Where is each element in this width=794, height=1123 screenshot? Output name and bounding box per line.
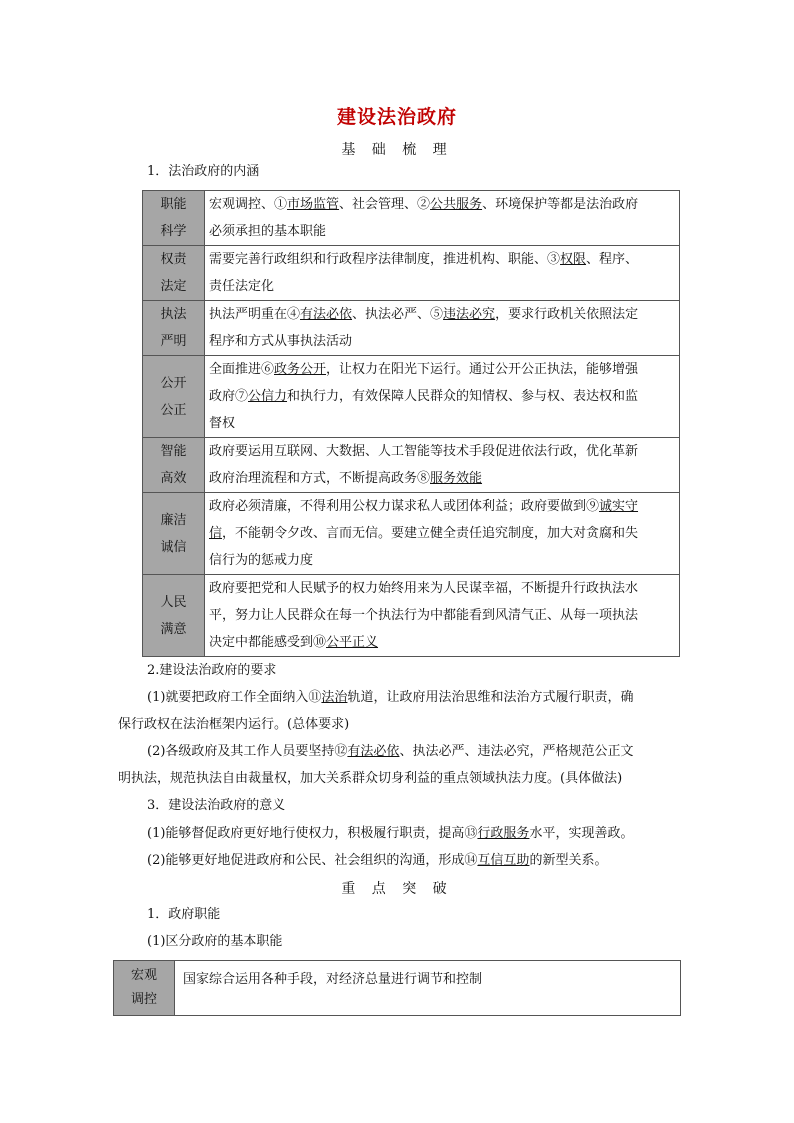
text-run: 执法严明重在④ <box>209 307 301 322</box>
text-run: 轨道，让政府用法治思维和法治方式履行职责，确 <box>347 690 634 705</box>
row-label <box>143 246 205 301</box>
row-label-line2: 严明 <box>160 334 187 349</box>
text-run: 政府⑦ <box>209 389 249 404</box>
answer-blank: 违法必究 <box>443 307 496 322</box>
section3-line <box>147 851 607 871</box>
key-item1-1: (1)区分政府的基本职能 <box>147 934 283 949</box>
text-run: 政府要把党和人民赋予的权力始终用来为人民谋幸福，不断提升行政执法水 <box>209 581 639 596</box>
section2-line <box>118 715 349 735</box>
row-content <box>205 246 680 301</box>
text-run: 明执法，规范执法自由裁量权，加大关系群众切身利益的重点领域执法力度。(具体做法) <box>118 771 623 786</box>
text-run: 程序和方式从事执法活动 <box>209 334 353 349</box>
text-run: 、环境保护等都是法治政府 <box>482 197 639 212</box>
answer-blank: 法治 <box>321 690 348 705</box>
row-label-line1: 权责 <box>160 252 187 267</box>
row-label <box>143 438 205 493</box>
text-run: (2)各级政府及其工作人员要坚持⑫ <box>147 744 348 759</box>
text-run: 的新型关系。 <box>529 853 608 868</box>
row-label-line2: 满意 <box>160 621 187 637</box>
basic-functions-table <box>113 960 681 1016</box>
table-row <box>114 961 681 1016</box>
text-run: ，要求行政机关依照法定 <box>495 307 639 322</box>
text-run: (1)就要把政府工作全面纳入⑪ <box>147 690 322 705</box>
row-label-line2: 诚信 <box>160 539 187 555</box>
table-row <box>143 191 680 246</box>
row-content <box>205 438 680 493</box>
row-label <box>143 493 205 575</box>
text-run: 政府要运用互联网、大数据、人工智能等技术手段促进依法行政，优化革新 <box>209 444 639 459</box>
table-row <box>143 438 680 493</box>
text-run: 水平，实现善政。 <box>529 826 634 841</box>
row-label-line2: 公正 <box>160 402 187 418</box>
key-item1: 1．政府职能 <box>147 907 221 922</box>
answer-blank: 公平正义 <box>326 635 379 650</box>
text-run: ，不能朝令夕改、言而无信。要建立健全责任追究制度，加大对贪腐和失 <box>222 526 639 541</box>
answer-blank: 政务公开 <box>274 362 327 377</box>
text-run: 全面推进⑥ <box>209 362 275 377</box>
text-run: 决定中都能感受到⑩ <box>209 635 327 650</box>
row-label-line2: 法定 <box>160 279 187 294</box>
row-content <box>205 191 680 246</box>
row-content: 国家综合运用各种手段，对经济总量进行调节和控制 <box>175 961 681 1016</box>
answer-blank: 信 <box>209 526 223 541</box>
text-run: 、程序、 <box>586 252 639 267</box>
section2-line <box>147 688 633 708</box>
text-run: 保行政权在法治框架内运行。(总体要求) <box>118 717 350 732</box>
text-run: (2)能够更好地促进政府和公民、社会组织的沟通，形成⑭ <box>147 853 478 868</box>
row-label-line2: 科学 <box>160 224 187 239</box>
section2-line <box>118 769 622 789</box>
answer-blank: 有法必依 <box>347 744 400 759</box>
row-label <box>143 575 205 657</box>
row-label <box>143 356 205 438</box>
heading-key-points: 重 点 突 破 <box>341 881 453 897</box>
section2-title: 2.建设法治政府的要求 <box>147 663 277 678</box>
text-run: 必须承担的基本职能 <box>209 224 327 239</box>
row-content <box>205 301 680 356</box>
text-run: 信行为的惩戒力度 <box>209 553 314 568</box>
answer-blank: 诚实守 <box>599 499 639 514</box>
row-content <box>205 356 680 438</box>
section2-line <box>147 742 633 762</box>
text-run: 和执行力，有效保障人民群众的知情权、参与权、表达权和监 <box>287 389 639 404</box>
answer-blank: 行政服务 <box>477 826 530 841</box>
table-row <box>143 301 680 356</box>
row-label <box>143 191 205 246</box>
row-label-line1: 宏观 <box>130 968 157 983</box>
answer-blank: 市场监管 <box>287 197 340 212</box>
text-run: 督权 <box>209 416 236 431</box>
row-label <box>114 961 175 1016</box>
text-run: 责任法定化 <box>209 279 275 294</box>
table-row <box>143 575 680 657</box>
row-label-line1: 人民 <box>160 594 187 610</box>
text-run: 、执法必严、⑤ <box>352 307 444 322</box>
table-row <box>143 246 680 301</box>
text-run: 需要完善行政组织和行政程序法律制度，推进机构、职能、③ <box>209 252 561 267</box>
row-label-line1: 公开 <box>160 375 187 391</box>
row-label-line2: 调控 <box>130 992 157 1007</box>
text-run: 、执法必严、违法必究，严格规范公正文 <box>399 744 634 759</box>
section3-line <box>147 824 633 844</box>
connotation-table <box>142 190 680 657</box>
row-label-line2: 高效 <box>160 471 187 486</box>
row-content <box>205 575 680 657</box>
answer-blank: 互信互助 <box>477 853 530 868</box>
document-title: 建设法治政府 <box>336 106 457 128</box>
answer-blank: 公信力 <box>248 389 288 404</box>
answer-blank: 有法必依 <box>300 307 353 322</box>
section1-title: 1．法治政府的内涵 <box>147 164 260 179</box>
row-label <box>143 301 205 356</box>
row-label-line1: 廉洁 <box>160 512 187 528</box>
text-run: 政府必须清廉，不得利用公权力谋求私人或团体利益；政府要做到⑨ <box>209 499 600 514</box>
row-label-line1: 职能 <box>160 197 187 212</box>
text-run: 平，努力让人民群众在每一个执法行为中都能看到风清气正、从每一项执法 <box>209 608 639 623</box>
text-run: 宏观调控、① <box>209 197 288 212</box>
text-run: ，让权力在阳光下运行。通过公开公正执法，能够增强 <box>326 362 639 377</box>
table-row <box>143 493 680 575</box>
row-label-line1: 智能 <box>160 444 187 459</box>
answer-blank: 服务效能 <box>430 471 483 486</box>
answer-blank: 公共服务 <box>430 197 483 212</box>
heading-basics: 基 础 梳 理 <box>341 142 453 158</box>
row-content <box>205 493 680 575</box>
text-run: 、社会管理、② <box>339 197 431 212</box>
section3-title: 3．建设法治政府的意义 <box>147 798 286 813</box>
row-label-line1: 执法 <box>160 307 187 322</box>
answer-blank: 权限 <box>560 252 587 267</box>
table-row <box>143 356 680 438</box>
text-run: (1)能够督促政府更好地行使权力，积极履行职责，提高⑬ <box>147 826 478 841</box>
text-run: 政府治理流程和方式，不断提高政务⑧ <box>209 471 431 486</box>
